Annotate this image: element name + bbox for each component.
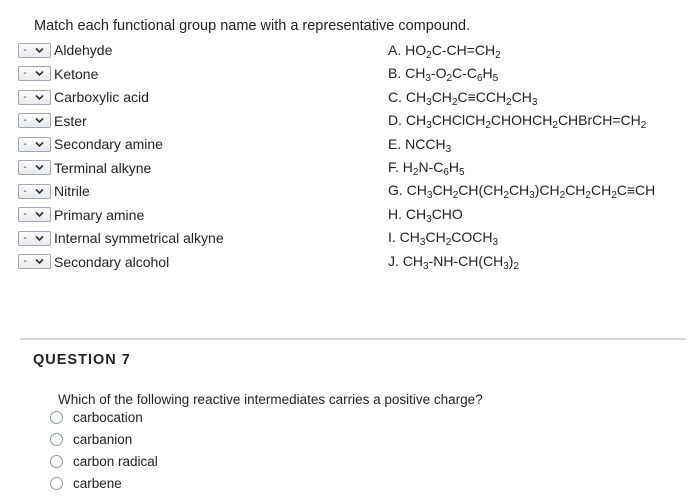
answer-option[interactable] [50,454,158,469]
option-label: carbene [73,476,122,491]
chevron-down-icon [31,161,47,174]
answer-letter: F. [388,159,403,175]
answer-option[interactable] [50,410,143,425]
select-placeholder: - [23,162,27,173]
match-row [18,205,144,225]
answer-letter: J. [388,252,403,269]
chevron-down-icon [31,91,47,104]
radio-button[interactable] [50,411,63,424]
answer-compound: E. $NCCH_3$ [388,135,452,155]
answer-compound: F. $H_2N-C_6H_5$ [388,159,465,178]
match-select[interactable] [18,90,51,105]
answer-compound: D. $CH_3CHClCH_2CHOHCH_2CHBrCH=CH_2$ [388,112,647,132]
match-row [18,64,98,84]
radio-button[interactable] [50,433,63,446]
match-label: Aldehyde [54,42,113,58]
match-select[interactable] [18,113,51,128]
match-row [18,181,90,201]
chevron-down-icon [31,232,47,245]
answer-letter: E. [388,135,406,152]
match-row [18,40,112,60]
match-row [18,87,149,107]
select-placeholder: - [23,232,27,244]
match-select[interactable] [18,207,51,222]
answer-compound: H. $CH_3CHO$ [388,205,463,225]
radio-button[interactable] [50,477,63,490]
answer-compound: A. $HO_2C-CH=CH_2$ [388,42,501,61]
select-placeholder: - [23,44,27,56]
match-row [18,228,224,248]
match-label: Carboxylic acid [54,89,149,105]
match-select[interactable] [18,43,51,58]
chevron-down-icon [31,255,47,268]
question-7-header: QUESTION 7 [33,352,131,368]
match-select[interactable] [18,66,51,81]
match-row [18,111,87,131]
select-placeholder: - [23,209,27,220]
match-select[interactable] [18,184,51,199]
answer-letter: C. [388,88,406,105]
chevron-down-icon [31,44,47,57]
answer-compound: C. $CH_3CH_2C\equiv CCH_2CH_3$ [388,88,538,108]
answer-letter: B. [388,65,406,82]
answer-compound: I. $CH_3CH_2COCH_3$ [388,229,499,249]
question-6-prompt: Match each functional group name with a representative compound. [34,18,471,34]
match-row [18,252,169,272]
option-label: carbocation [73,410,143,425]
select-placeholder: - [23,138,27,150]
match-select[interactable] [18,231,51,246]
match-label: Nitrile [54,183,90,199]
match-row [18,158,151,178]
answer-option[interactable] [50,476,122,491]
chevron-down-icon [31,208,47,221]
radio-button[interactable] [50,455,63,468]
select-placeholder: - [23,256,27,267]
chevron-down-icon [31,114,47,127]
answer-compound: G. $CH_3CH_2CH(CH_2CH_3)CH_2CH_2CH_2C\equiv CH$ [388,182,656,202]
question-7-prompt: Which of the following reactive intermediates carries a positive charge? [58,392,483,407]
answer-letter: D. [388,112,406,129]
select-placeholder: - [23,91,27,103]
match-label: Ester [54,112,87,129]
match-label: Primary amine [54,206,145,223]
match-label: Terminal alkyne [54,159,152,176]
match-select[interactable] [18,137,51,152]
answer-letter: H. [388,205,406,222]
select-placeholder: - [23,185,27,197]
match-row [18,134,163,154]
answer-option[interactable] [50,432,132,447]
answer-compound: B. $CH_3-O_2C-C_6H_5$ [388,65,499,85]
match-select[interactable] [18,254,51,269]
chevron-down-icon [31,185,47,198]
chevron-down-icon [31,138,47,151]
answer-letter: G. [388,182,407,199]
select-placeholder: - [23,115,27,126]
chevron-down-icon [31,67,47,80]
option-label: carbon radical [73,454,158,469]
match-label: Ketone [54,65,99,82]
answer-letter: I. [388,229,400,246]
answer-letter: A. [388,42,406,58]
select-placeholder: - [23,68,27,79]
option-label: carbanion [73,432,133,447]
answer-compound: J. $CH_3-NH-CH(CH_3)_2$ [388,252,520,272]
match-label: Secondary amine [54,136,163,152]
match-label: Internal symmetrical alkyne [54,230,224,246]
match-select[interactable] [18,160,51,175]
match-label: Secondary alcohol [54,253,170,270]
